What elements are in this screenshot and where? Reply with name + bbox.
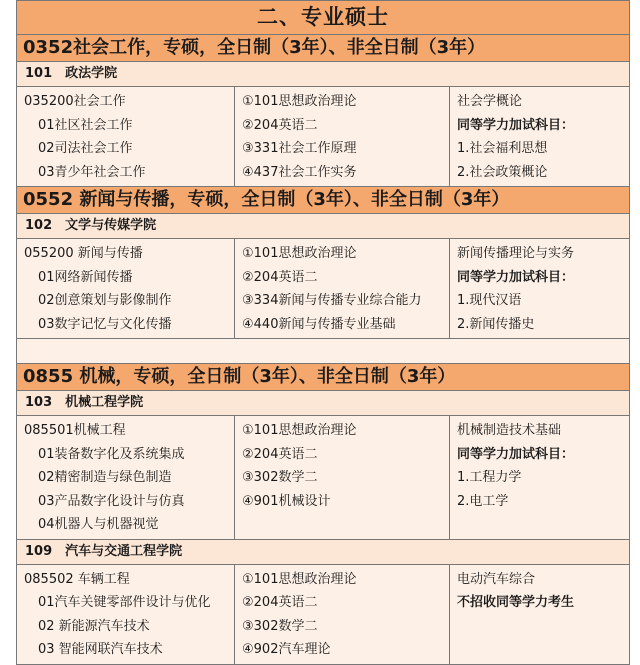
program-header: 0552 新闻与传播，专硕，全日制（3年）、非全日制（3年）: [16, 186, 630, 213]
extra-subject: 2.电工学: [457, 493, 509, 509]
exam-cell: [234, 87, 449, 186]
retest-cell: [449, 565, 629, 664]
direction-item: 01网络新闻传播: [38, 269, 133, 285]
retest-cell: [449, 239, 629, 338]
college-header: 102 文学与传媒学院: [16, 213, 630, 238]
major-cell: [17, 565, 234, 664]
major-cell: [17, 239, 234, 338]
major-name: 085502 车辆工程: [24, 571, 130, 587]
exam-subject: ④437社会工作实务: [242, 164, 357, 180]
extra-title: 同等学力加试科目：: [457, 117, 575, 133]
table-row: [16, 86, 630, 186]
program-header: 0855 机械，专硕，全日制（3年）、非全日制（3年）: [16, 363, 630, 390]
exam-subject: ③331社会工作原理: [242, 141, 357, 156]
exam-subject: ③334新闻与传播专业综合能力: [242, 293, 422, 308]
table-row: [16, 564, 630, 665]
major-name: 085501机械工程: [24, 423, 126, 438]
extra-subject: 1.社会福利思想: [457, 141, 548, 156]
program-header: 0352社会工作，专硕，全日制（3年）、非全日制（3年）: [16, 34, 630, 61]
exam-subject: ①101思想政治理论: [242, 571, 357, 587]
extra-title: 同等学力加试科目：: [457, 269, 575, 285]
direction-item: 03数字记忆与文化传播: [38, 316, 172, 332]
exam-cell: [234, 565, 449, 664]
page-title: 二、专业硕士: [16, 0, 630, 34]
extra-subject: 2.新闻传播史: [457, 316, 535, 332]
direction-item: 02司法社会工作: [38, 141, 133, 156]
retest-subject: 社会学概论: [457, 94, 523, 109]
major-cell: [17, 416, 234, 539]
exam-subject: ②204英语二: [242, 595, 318, 610]
extra-subject: 1.现代汉语: [457, 293, 522, 308]
table-row: [16, 415, 630, 539]
direction-item: 01社区社会工作: [38, 117, 133, 133]
direction-item: 01汽车关键零部件设计与优化: [38, 595, 211, 610]
exam-subject: ③302数学二: [242, 470, 318, 485]
extra-title: 不招收同等学力考生: [457, 595, 575, 610]
college-header: 109 汽车与交通工程学院: [16, 539, 630, 564]
extra-subject: 2.社会政策概论: [457, 164, 548, 180]
direction-item: 02精密制造与绿色制造: [38, 470, 172, 485]
exam-subject: ②204英语二: [242, 269, 318, 285]
exam-subject: ③302数学二: [242, 618, 318, 634]
exam-subject: ②204英语二: [242, 446, 318, 462]
retest-subject: 新闻传播理论与实务: [457, 246, 575, 261]
spacer-row: [16, 338, 630, 363]
exam-cell: [234, 416, 449, 539]
major-name: 035200社会工作: [24, 94, 126, 109]
direction-item: 03 智能网联汽车技术: [38, 642, 163, 657]
extra-subject: 1.工程力学: [457, 470, 522, 485]
exam-subject: ④440新闻与传播专业基础: [242, 316, 396, 332]
direction-item: 03产品数字化设计与仿真: [38, 493, 185, 509]
college-header: 103 机械工程学院: [16, 390, 630, 415]
retest-cell: [449, 87, 629, 186]
exam-subject: ①101思想政治理论: [242, 423, 357, 438]
retest-cell: [449, 416, 629, 539]
exam-cell: [234, 239, 449, 338]
direction-item: 04机器人与机器视觉: [38, 517, 159, 532]
major-name: 055200 新闻与传播: [24, 246, 143, 261]
retest-subject: 机械制造技术基础: [457, 423, 562, 438]
admissions-table: [16, 0, 630, 665]
table-row: [16, 238, 630, 338]
exam-subject: ①101思想政治理论: [242, 246, 357, 261]
college-header: 101 政法学院: [16, 61, 630, 86]
direction-item: 02创意策划与影像制作: [38, 293, 172, 308]
retest-subject: 电动汽车综合: [457, 571, 536, 587]
extra-title: 同等学力加试科目：: [457, 446, 575, 462]
major-cell: [17, 87, 234, 186]
direction-item: 01装备数字化及系统集成: [38, 446, 185, 462]
exam-subject: ④902汽车理论: [242, 642, 331, 657]
direction-item: 03青少年社会工作: [38, 164, 146, 180]
exam-subject: ②204英语二: [242, 117, 318, 133]
exam-subject: ④901机械设计: [242, 493, 331, 509]
exam-subject: ①101思想政治理论: [242, 94, 357, 109]
direction-item: 02 新能源汽车技术: [38, 618, 150, 634]
